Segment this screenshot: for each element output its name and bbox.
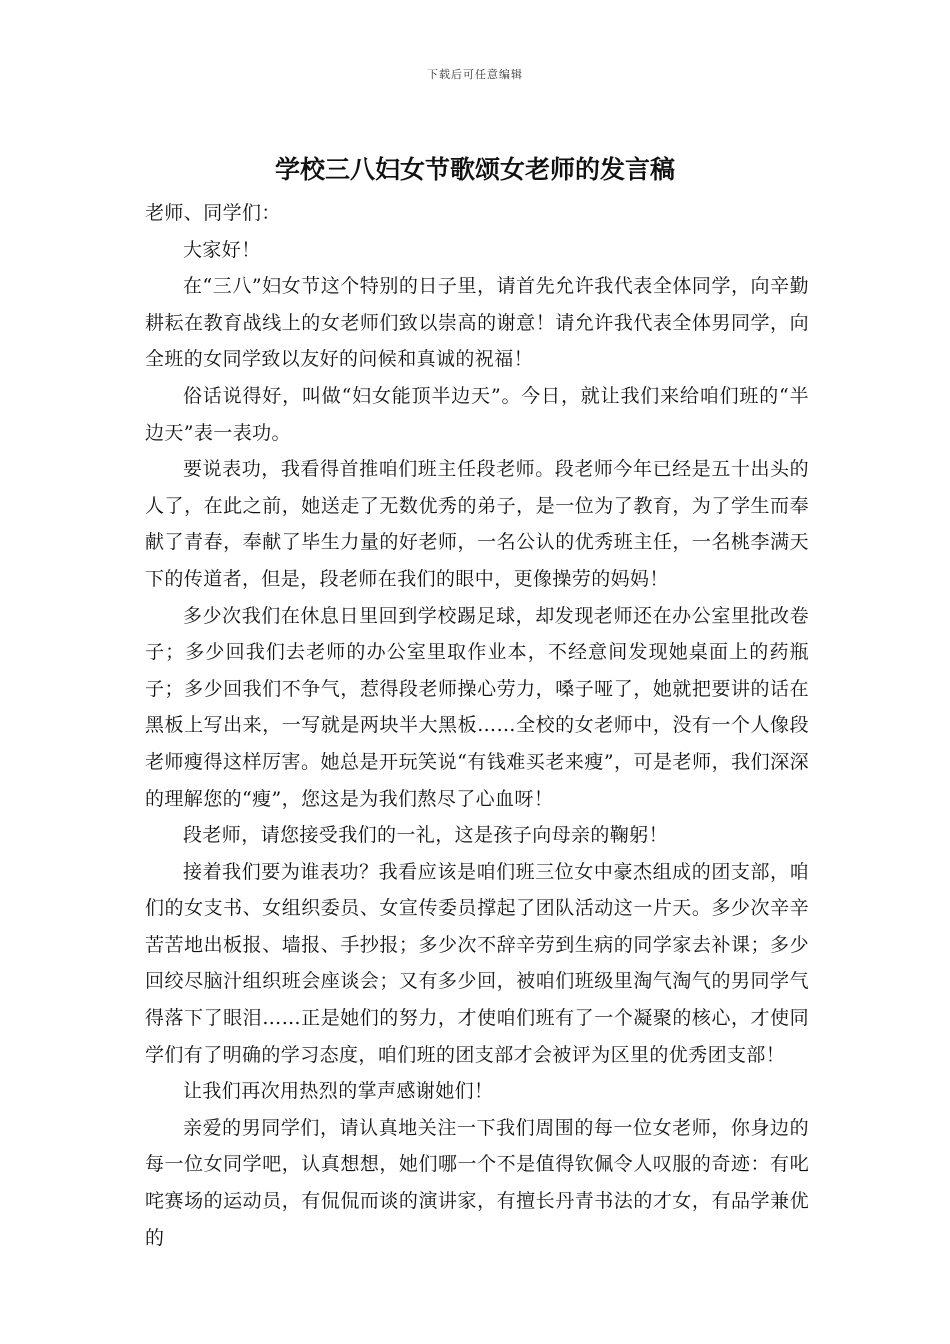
paragraph: 大家好！ [183, 238, 261, 261]
page-header-note: 下载后可任意编辑 [427, 68, 523, 81]
paragraph: 让我们再次用热烈的掌声感谢她们！ [183, 1080, 494, 1103]
salutation: 老师、同学们： [145, 202, 281, 224]
paragraph: 要说表功，我看得首推咱们班主任段老师。段老师今年已经是五十出头的人了，在此之前，她送走了无数优秀的弟子，是一位为了教育，为了学生而奉献了青春，奉献了毕生力量的好老师，一名公认的优秀班主任，一名桃李满天下的传道者，但是，段老师在我们的眼中，更像操劳的妈妈！ [145, 458, 809, 590]
document-body [145, 195, 809, 1256]
paragraph: 段老师，请您接受我们的一礼，这是孩子向母亲的鞠躬！ [183, 824, 669, 847]
paragraph: 亲爱的男同学们，请认真地关注一下我们周围的每一位女老师，你身边的每一位女同学吧，认真想想，她们哪一个不是值得钦佩令人叹服的奇迹：有叱咤赛场的运动员，有侃侃而谈的演讲家，有擅长丹青书法的才女，有品学兼优的 [145, 1116, 809, 1249]
paragraph: 在“三八”妇女节这个特别的日子里，请首先允许我代表全体同学，向辛勤耕耘在教育战线上的女老师们致以崇高的谢意！请允许我代表全体男同学，向全班的女同学致以友好的问候和真诚的祝福！ [145, 275, 809, 371]
paragraph: 俗话说得好，叫做“妇女能顶半边天”。今日，就让我们来给咱们班的“半边天”表一表功。 [145, 384, 809, 444]
paragraph: 接着我们要为谁表功？我看应该是咱们班三位女中豪杰组成的团支部，咱们的女支书、女组织委员、女宣传委员撑起了团队活动这一片天。多少次辛辛苦苦地出板报、墙报、手抄报；多少次不辞辛劳到生病的同学家去补课；多少回绞尽脑汁组织班会座谈会；又有多少回，被咱们班级里淘气淘气的男同学气得落下了眼泪……正是她们的努力，才使咱们班有了一个凝聚的核心，才使同学们有了明确的学习态度，咱们班的团支部才会被评为区里的优秀团支部！ [145, 860, 809, 1066]
document-title: 学校三八妇女节歌颂女老师的发言稿 [274, 155, 675, 184]
paragraph: 多少次我们在休息日里回到学校踢足球，却发现老师还在办公室里批改卷子；多少回我们去老师的办公室里取作业本，不经意间发现她桌面上的药瓶子；多少回我们不争气，惹得段老师操心劳力，嗓子哑了，她就把要讲的话在黑板上写出来，一写就是两块半大黑板……全校的女老师中，没有一个人像段老师瘦得这样厉害。她总是开玩笑说“有钱难买老来瘦”，可是老师，我们深深的理解您的“瘦”，您这是为我们熬尽了心血呀！ [145, 604, 809, 810]
